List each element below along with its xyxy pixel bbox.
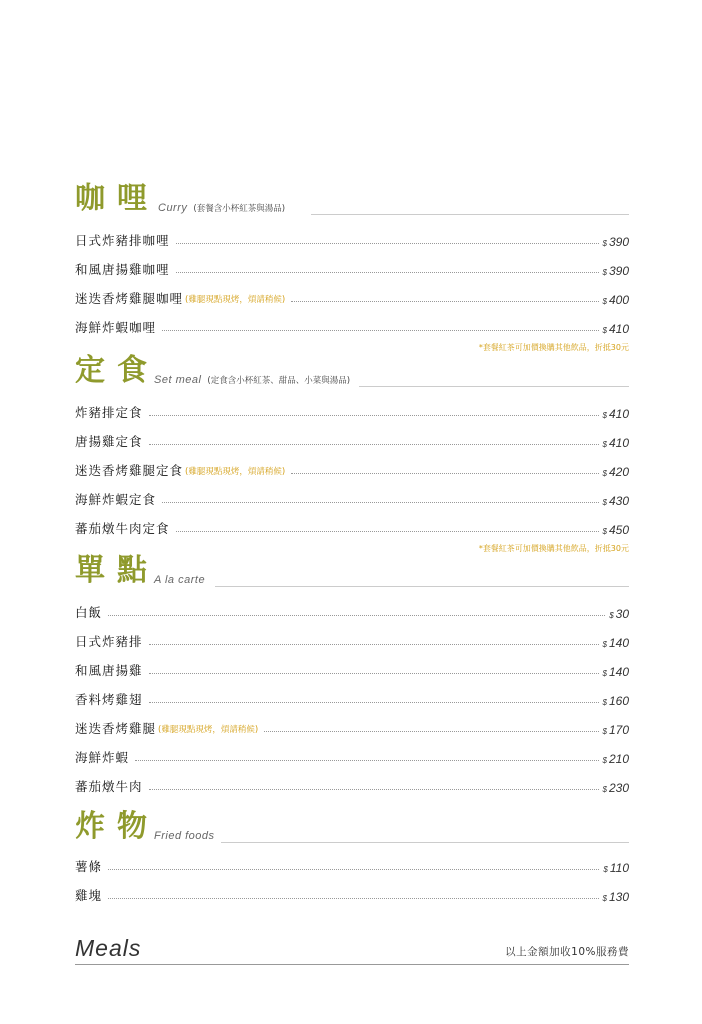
dot-leader xyxy=(149,415,599,416)
menu-item xyxy=(75,481,629,510)
item-price: $ 450 xyxy=(602,523,629,537)
item-name: 炸豬排定食 xyxy=(75,405,143,420)
section-header xyxy=(75,182,629,216)
item-price: $ 110 xyxy=(603,861,629,875)
item-price: $ 430 xyxy=(602,494,629,508)
subtitle-en: Fried foods xyxy=(154,830,215,842)
menu-item xyxy=(75,681,629,710)
item-price: $ 230 xyxy=(602,781,629,795)
item-price: $ 390 xyxy=(602,235,629,249)
item-name: 日式炸豬排咖哩 xyxy=(75,233,170,248)
item-price: $ 420 xyxy=(602,465,629,479)
section-footnote: *套餐紅茶可加價換購其他飲品，折抵30元 xyxy=(478,544,629,553)
section-subtitle xyxy=(154,574,211,586)
menu-item xyxy=(75,280,629,309)
menu-item xyxy=(75,309,629,338)
menu-item xyxy=(75,623,629,652)
item-name: 和風唐揚雞 xyxy=(75,663,143,678)
section-title: 炸物 xyxy=(75,809,159,844)
section-header xyxy=(75,554,629,588)
dot-leader xyxy=(176,243,599,244)
section-fried-foods xyxy=(75,810,629,906)
section-divider xyxy=(221,842,629,843)
menu-item xyxy=(75,739,629,768)
menu-item xyxy=(75,710,629,739)
menu-item xyxy=(75,452,629,481)
subtitle-note: (套餐含小杯紅茶與湯品) xyxy=(193,204,286,214)
item-name: 薯條 xyxy=(75,859,103,874)
section-title: 定食 xyxy=(75,353,159,388)
section-divider xyxy=(359,386,629,387)
section-a-la-carte xyxy=(75,554,629,797)
dot-leader xyxy=(291,301,598,302)
item-name: 海鮮炸蝦定食 xyxy=(75,492,157,507)
item-name: 白飯 xyxy=(75,605,103,620)
item-name: 迷迭香烤雞腿 xyxy=(75,721,157,736)
item-price: $ 30 xyxy=(609,607,629,621)
footer-label: Meals xyxy=(75,935,142,961)
item-price: $ 400 xyxy=(602,293,629,307)
dot-leader xyxy=(176,531,599,532)
dot-leader xyxy=(149,444,599,445)
section-subtitle xyxy=(158,202,285,214)
section-divider xyxy=(311,214,629,215)
dot-leader xyxy=(162,330,599,331)
subtitle-en: Curry xyxy=(158,202,188,214)
section-header xyxy=(75,354,629,388)
section-curry xyxy=(75,182,629,356)
item-price: $ 140 xyxy=(602,636,629,650)
section-footnote: *套餐紅茶可加價換購其他飲品，折抵30元 xyxy=(478,343,629,352)
dot-leader xyxy=(149,673,599,674)
item-name: 迷迭香烤雞腿咖哩 xyxy=(75,291,184,306)
menu-item xyxy=(75,768,629,797)
menu-item xyxy=(75,423,629,452)
menu-item xyxy=(75,222,629,251)
item-price: $ 410 xyxy=(602,407,629,421)
item-price: $ 410 xyxy=(602,322,629,336)
menu-item xyxy=(75,594,629,623)
dot-leader xyxy=(108,869,599,870)
item-price: $ 210 xyxy=(602,752,629,766)
item-name: 蕃茄燉牛肉 xyxy=(75,779,143,794)
dot-leader xyxy=(135,760,599,761)
dot-leader xyxy=(291,473,598,474)
item-price: $ 170 xyxy=(602,723,629,737)
dot-leader xyxy=(108,615,605,616)
item-name: 雞塊 xyxy=(75,888,103,903)
item-price: $ 130 xyxy=(602,890,629,904)
page-footer xyxy=(75,930,629,965)
subtitle-note: (定食含小杯紅茶、甜品、小菜與湯品) xyxy=(207,376,351,386)
section-title: 單點 xyxy=(75,553,159,588)
item-name: 日式炸豬排 xyxy=(75,634,143,649)
subtitle-en: A la carte xyxy=(154,574,206,586)
section-header xyxy=(75,810,629,844)
dot-leader xyxy=(149,789,599,790)
item-price: $ 140 xyxy=(602,665,629,679)
dot-leader xyxy=(162,502,599,503)
menu-item xyxy=(75,510,629,539)
item-price: $ 410 xyxy=(602,436,629,450)
item-note: (雞腿現點現烤，煩請稍候) xyxy=(185,295,286,305)
section-subtitle xyxy=(154,830,221,842)
item-price: $ 160 xyxy=(602,694,629,708)
menu-item xyxy=(75,652,629,681)
section-divider xyxy=(215,586,629,587)
item-name: 和風唐揚雞咖哩 xyxy=(75,262,170,277)
service-charge-note: 以上金額加收10%服務費 xyxy=(505,946,629,958)
item-price: $ 390 xyxy=(602,264,629,278)
section-title: 咖哩 xyxy=(75,181,159,216)
item-name: 唐揚雞定食 xyxy=(75,434,143,449)
item-name: 香料烤雞翅 xyxy=(75,692,143,707)
dot-leader xyxy=(264,731,598,732)
menu-item xyxy=(75,877,629,906)
menu-item xyxy=(75,394,629,423)
menu-item xyxy=(75,848,629,877)
item-name: 蕃茄燉牛肉定食 xyxy=(75,521,170,536)
menu-item xyxy=(75,251,629,280)
item-note: (雞腿現點現烤，煩請稍候) xyxy=(185,467,286,477)
item-note: (雞腿現點現烤，煩請稍候) xyxy=(158,725,259,735)
dot-leader xyxy=(108,898,599,899)
dot-leader xyxy=(149,702,599,703)
section-subtitle xyxy=(154,374,350,386)
item-name: 海鮮炸蝦咖哩 xyxy=(75,320,157,335)
dot-leader xyxy=(176,272,599,273)
item-name: 迷迭香烤雞腿定食 xyxy=(75,463,184,478)
subtitle-en: Set meal xyxy=(154,374,202,386)
dot-leader xyxy=(149,644,599,645)
item-name: 海鮮炸蝦 xyxy=(75,750,130,765)
section-set-meal xyxy=(75,354,629,557)
